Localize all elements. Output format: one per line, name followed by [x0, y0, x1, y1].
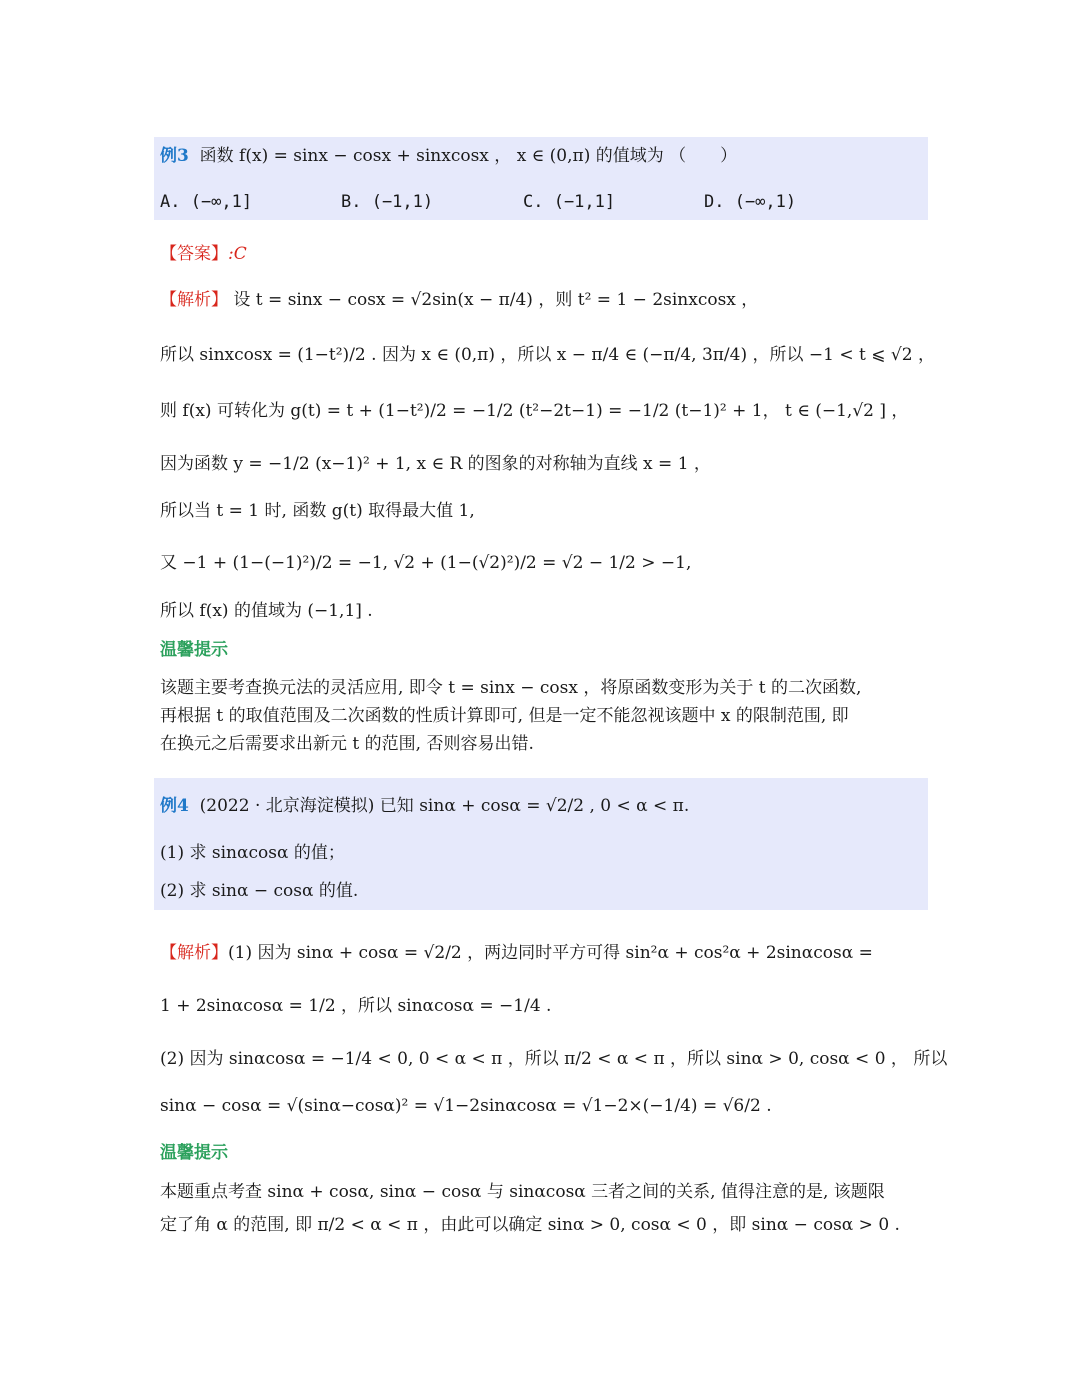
option-c: C. (−1,1]: [523, 192, 616, 212]
answer-value: :C: [228, 244, 247, 264]
tip-3-line-1: 该题主要考查换元法的灵活应用, 即令 t = sinx − cosx ，将原函数变形为关于 t 的二次函数,: [160, 678, 862, 698]
answer-label: 【答案】: [160, 244, 228, 264]
analysis-4-label: 【解析】: [160, 943, 228, 963]
analysis-4-line-3: (2) 因为 sinαcosα = −1/4 < 0, 0 < α < π ，所以 π/2 < α < π ，所以 sinα > 0, cosα < 0 ， 所以: [160, 1049, 948, 1069]
example-4-sub-1: (1) 求 sinαcosα 的值；: [160, 843, 345, 863]
analysis-3-line-3: 则 f(x) 可转化为 g(t) = t + (1−t²)/2 = −1/2 (t²−2t−1) = −1/2 (t−1)² + 1， t ∈ (−1,√2 ] ，: [160, 401, 909, 421]
option-b: B. (−1,1): [341, 192, 434, 212]
answer-line: [160, 246, 247, 263]
tip-3-line-3: 在换元之后需要求出新元 t 的范围, 否则容易出错.: [160, 734, 534, 754]
analysis-3-line-6: 又 −1 + (1−(−1)²)/2 = −1, √2 + (1−(√2)²)/2 = √2 − 1/2 > −1,: [160, 553, 692, 573]
analysis-3-line-2: 所以 sinxcosx = (1−t²)/2 . 因为 x ∈ (0,π) ，所以 x − π/4 ∈ (−π/4, 3π/4) ，所以 −1 < t ⩽ √2 ，: [160, 345, 935, 365]
example-4-label: 例4: [160, 796, 189, 816]
analysis-3-line-4: 因为函数 y = −1/2 (x−1)² + 1, x ∈ R 的图象的对称轴为直线 x = 1 ，: [160, 454, 711, 474]
analysis-4-text-1: (1) 因为 sinα + cosα = √2/2 ，两边同时平方可得 sin²α + cos²α + 2sinαcosα =: [228, 943, 873, 963]
tip-4-line-1: 本题重点考查 sinα + cosα, sinα − cosα 与 sinαcosα 三者之间的关系, 值得注意的是, 该题限: [160, 1182, 885, 1202]
example-3-label: 例3: [160, 146, 189, 166]
analysis-3-label: 【解析】: [160, 290, 228, 310]
analysis-4-line-2: 1 + 2sinαcosα = 1/2 ，所以 sinαcosα = −1/4 .: [160, 996, 552, 1016]
analysis-4-line-1: [160, 945, 873, 962]
example-4-sub-2: (2) 求 sinα − cosα 的值.: [160, 881, 359, 901]
example-4-question: [160, 798, 689, 815]
analysis-3-text-1: 设 t = sinx − cosx = √2sin(x − π/4) ，则 t² = 1 − 2sinxcosx ，: [233, 290, 759, 310]
tip-4-title: 温馨提示: [160, 1143, 228, 1163]
tip-4-line-2: 定了角 α 的范围, 即 π/2 < α < π ，由此可以确定 sinα > 0, cosα < 0 ，即 sinα − cosα > 0 .: [160, 1215, 900, 1235]
example-3-question-text: 函数 f(x) = sinx − cosx + sinxcosx ， x ∈ (0,π) 的值域为 （ ）: [199, 146, 738, 166]
tip-3-title: 温馨提示: [160, 640, 228, 660]
option-a: A. (−∞,1]: [160, 192, 253, 212]
example-4-question-text: (2022 · 北京海淀模拟) 已知 sinα + cosα = √2/2 , 0 < α < π.: [199, 796, 690, 816]
analysis-3-line-7: 所以 f(x) 的值域为 (−1,1] .: [160, 601, 373, 621]
analysis-4-line-4: sinα − cosα = √(sinα−cosα)² = √1−2sinαcosα = √1−2×(−1/4) = √6/2 .: [160, 1096, 772, 1116]
analysis-3-line-5: 所以当 t = 1 时, 函数 g(t) 取得最大值 1,: [160, 501, 475, 521]
option-d: D. (−∞,1): [704, 192, 797, 212]
example-3-question: [160, 148, 737, 165]
analysis-3-line-1: [160, 292, 758, 309]
tip-3-line-2: 再根据 t 的取值范围及二次函数的性质计算即可, 但是一定不能忽视该题中 x 的限制范围, 即: [160, 706, 849, 726]
